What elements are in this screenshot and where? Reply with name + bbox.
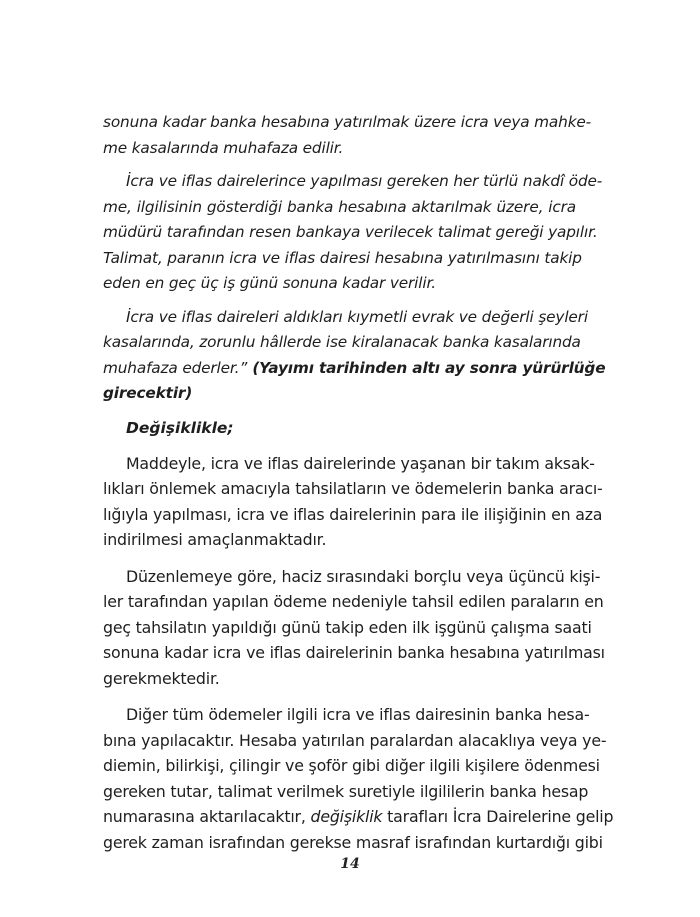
text-line: eden en geç üç iş günü sonuna kadar verilir. xyxy=(103,274,436,292)
text-line: Diğer tüm ödemeler ilgili icra ve iflas dairesinin banka hesa- xyxy=(126,705,590,724)
paragraph xyxy=(103,305,606,407)
quoted-law-text xyxy=(103,110,606,407)
page-number: 14 xyxy=(340,856,360,872)
emphasized-term: değişiklik xyxy=(310,807,383,826)
text-line: gerek zaman israfından gerekse masraf israfından kurtardığı gibi xyxy=(103,832,603,852)
effective-date-note: girecektir) xyxy=(103,384,193,402)
paragraph xyxy=(103,169,603,297)
text-line: ler tarafından yapılan ödeme nedeniyle tahsil edilen paraların en xyxy=(103,592,604,611)
effective-date-note: (Yayımı tarihinden altı ay sonra yürürlüğe xyxy=(247,358,606,377)
text-line xyxy=(103,804,614,830)
text-line: geç tahsilatın yapıldığı günü takip eden ilk işgünü çalışma saati xyxy=(103,617,592,637)
text-line: gereken tutar, talimat verilmek suretiyle ilgililerin banka hesap xyxy=(103,781,589,801)
text-line: müdürü tarafından resen bankaya verilecek talimat gereği yapılır. xyxy=(103,223,598,241)
paragraph xyxy=(103,564,605,692)
text-line: lığıyla yapılması, icra ve iflas dairelerinin para ile ilişiğinin en aza xyxy=(103,504,603,524)
text-line: İcra ve iflas dairelerince yapılması gereken her türlü nakdî öde- xyxy=(126,172,603,190)
paragraph xyxy=(103,110,592,161)
paragraph xyxy=(103,702,614,855)
text-line: indirilmesi amaçlanmaktadır. xyxy=(103,530,327,549)
text-line: sonuna kadar icra ve iflas dairelerinin banka hesabına yatırılması xyxy=(103,643,605,662)
document-page xyxy=(103,110,614,866)
text-span: numarasına aktarılacaktır, xyxy=(103,807,311,826)
text-line: me kasalarında muhafaza edilir. xyxy=(103,138,344,157)
text-line xyxy=(103,356,606,382)
text-line: İcra ve iflas daireleri aldıkları kıymetli evrak ve değerli şeyleri xyxy=(126,307,588,326)
text-line: me, ilgilisinin gösterdiği banka hesabına aktarılmak üzere, icra xyxy=(103,197,576,216)
text-line: gerekmektedir. xyxy=(103,668,220,688)
text-line: bına yapılacaktır. Hesaba yatırılan paralardan alacaklıya veya ye- xyxy=(103,730,607,750)
paragraph xyxy=(103,451,603,553)
text-line: lıkları önlemek amacıyla tahsilatların ve ödemelerin banka aracı- xyxy=(103,479,603,498)
text-line: Maddeyle, icra ve iflas dairelerinde yaşanan bir takım aksak- xyxy=(126,453,595,473)
text-line: sonuna kadar banka hesabına yatırılmak üzere icra veya mahke- xyxy=(103,113,592,131)
commentary-text xyxy=(103,451,614,856)
text-span: tarafları İcra Dairelerine gelip xyxy=(382,807,614,826)
text-line: Düzenlemeye göre, haciz sırasındaki borçlu veya üçüncü kişi- xyxy=(126,566,601,586)
text-span: muhafaza ederler.” xyxy=(103,358,248,377)
text-line: Talimat, paranın icra ve iflas dairesi hesabına yatırılmasını takip xyxy=(103,248,582,267)
text-line: kasalarında, zorunlu hâllerde ise kiralanacak banka kasalarında xyxy=(103,333,581,351)
section-heading: Değişiklikle; xyxy=(126,418,234,437)
text-line: diemin, bilirkişi, çilingir ve şoför gibi diğer ilgili kişilere ödenmesi xyxy=(103,756,600,775)
